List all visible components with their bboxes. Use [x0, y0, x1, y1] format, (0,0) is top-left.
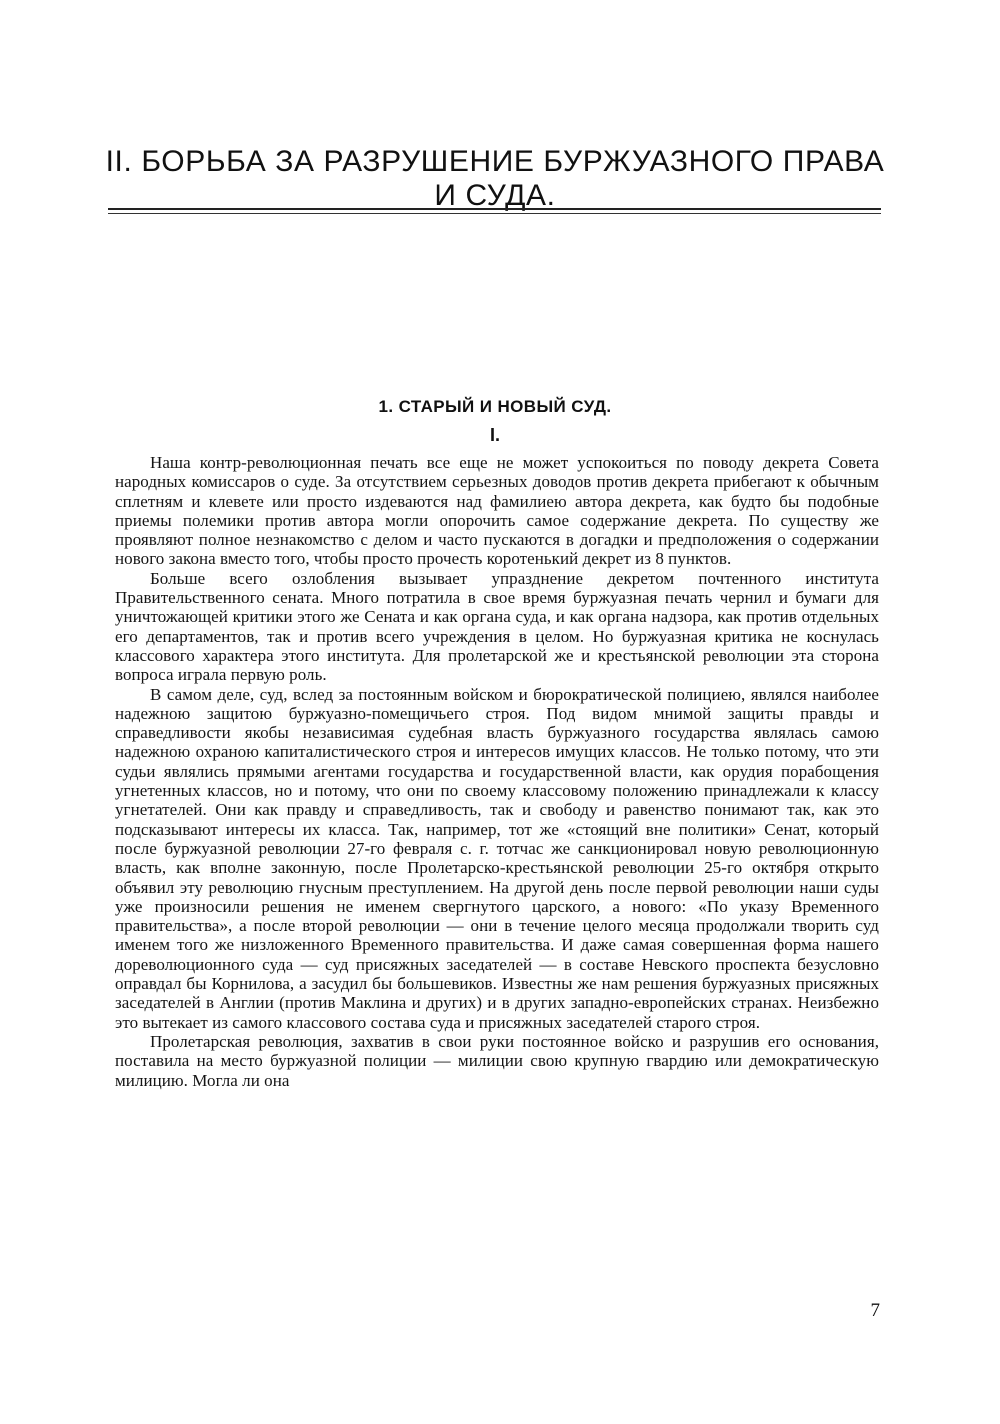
- title-divider-thick: [108, 208, 881, 210]
- paragraph-2: Больше всего озлобления вызывает упразднение декретом почтенного института Правительственного сената. Много потратила в свое время буржуазная печать чернил и бумаги для уничтожающей критики этого же Сената и как органа суда, и как органа надзора, как против отдельных его департаментов, так и против всего учреждения в целом. Но буржуазная критика не коснулась классового характера этого института. Для пролетарской же и крестьянской революции эта сторона вопроса играла первую роль.: [115, 568, 879, 685]
- chapter-title-line-2: И СУДА.: [434, 179, 556, 212]
- paragraph-3: В самом деле, суд, вслед за постоянным войском и бюрократической полициею, являлся наиболее надежною защитою буржуазно-помещичьего строя. Под видом мнимой защиты правды и справедливости якобы независимая судебная власть буржуазного государства являлась самою надежною охраною капиталистического строя и интересов имущих классов. Не только потому, что эти судьи являлись прямыми агентами государства и государственной власти, как орудия порабощения угнетенных классов, но и потому, что они по своему классовому положению принадлежали к классу угнетателей. Они как правду и справедливость, так и свободу и равенство понимают так, как это подсказывают интересы их класса. Так, например, тот же «стоящий вне политики» Сенат, который после буржуазной революции 27-го февраля с. г. тотчас же санкционировал новую революционную власть, как вполне законную, после Пролетарско-крестьянской революции 25-го октября открыто объявил эту революцию гнусным преступлением. На другой день после первой революции наши суды уже произносили решения не именем свергнутого царского, а нового: «По указу Временного правительства», а после второй революции — они в течение целого месяца продолжали творить суд именем того же низложенного Временного правительства. И даже самая совершенная форма нашего дореволюционного суда — суд присяжных заседателей — в составе Невского проспекта безусловно оправдал бы Корнилова, а засудил бы большевиков. Известны же нам решения буржуазных присяжных заседателей в Англии (против Маклина и других) и в других западно-европейских странах. Неизбежно это вытекает из самого классового состава суда и присяжных заседателей старого строя.: [115, 684, 879, 1032]
- section-heading: 1. СТАРЫЙ И НОВЫЙ СУД.: [378, 397, 612, 416]
- title-divider-thin: [108, 213, 881, 214]
- subsection-numeral: I.: [489, 425, 500, 445]
- body-text: [115, 453, 879, 1090]
- paragraph-4: Пролетарская революция, захватив в свои руки постоянное войско и разрушив его основания, поставила на место буржуазной полиции — милиции свою крупную гвардию или демократическую милицию. Могла ли она: [115, 1031, 879, 1090]
- chapter-title: [100, 145, 890, 213]
- page-number: 7: [870, 1300, 880, 1321]
- chapter-title-line-1: II. БОРЬБА ЗА РАЗРУШЕНИЕ БУРЖУАЗНОГО ПРАВА: [105, 145, 885, 178]
- paragraph-1: Наша контр-революционная печать все еще не может успокоиться по поводу декрета Совета народных комиссаров о суде. За отсутствием серьезных доводов против декрета прибегают к обычным сплетням и клевете или просто издеваются над фамилиею автора декрета, как будто бы подобные приемы полемики против автора могли опорочить самое содержание декрета. По существу же проявляют полное незнакомство с делом и часто пускаются в догадки и предположения о содержании нового закона вместо того, чтобы просто прочесть коротенький декрет из 8 пунктов.: [115, 453, 879, 569]
